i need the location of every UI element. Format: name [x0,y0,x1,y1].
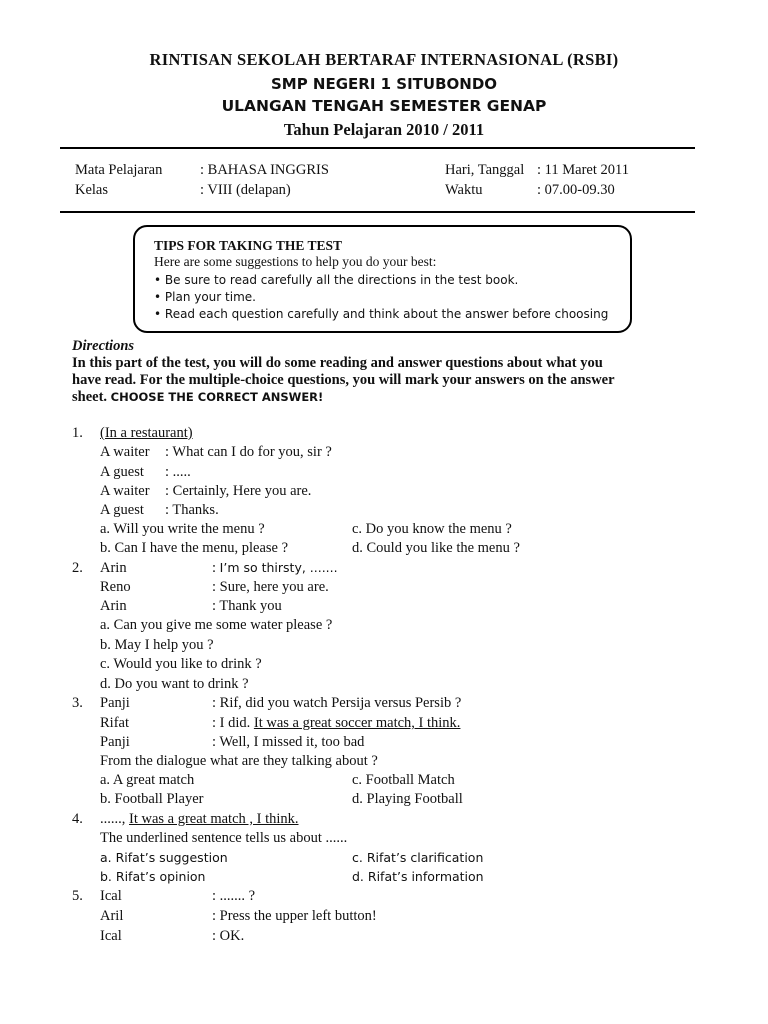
tips-title: TIPS FOR TAKING THE TEST [154,238,343,253]
speaker: Reno [100,579,131,595]
dialogue-line: : Thanks. [165,502,219,518]
option-d: d. Rifat’s information [352,869,484,884]
option-d: d. Do you want to drink ? [100,676,249,692]
dialogue-text: I’m so thirsty, ....... [219,560,338,575]
date-label: Hari, Tanggal [445,162,525,178]
tips-box [133,225,632,333]
dialogue-colon: : [212,560,217,576]
dialogue-line [212,715,460,731]
speaker: A guest [100,502,144,518]
speaker: Arin [100,598,127,614]
dialogue-line: : ....... ? [212,888,256,904]
speaker: Rifat [100,715,129,731]
speaker: Aril [100,908,124,924]
header-divider [60,147,695,149]
tips-intro: Here are some suggestions to help you do your best: [154,254,437,269]
underlined-sentence: It was a great match , I think. [129,811,299,827]
directions-line: In this part of the test, you will do some reading and answer questions about what you [72,355,603,371]
dialogue-line: : Press the upper left button! [212,908,377,924]
directions-line-start: sheet. [72,389,108,405]
question-number: 5. [72,888,83,904]
school-program-title: RINTISAN SEKOLAH BERTARAF INTERNASIONAL (RSBI) [149,50,619,69]
directions-line [72,389,323,405]
option-c: c. Rifat’s clarification [352,850,484,865]
option-c: c. Would you like to drink ? [100,656,262,672]
speaker: A waiter [100,483,150,499]
question-number: 3. [72,695,83,711]
option-b: b. Rifat’s opinion [100,869,206,884]
question-number: 4. [72,811,83,827]
dialogue-line: : Rif, did you watch Persija versus Persib ? [212,695,462,711]
dialogue-line: : Well, I missed it, too bad [212,734,365,750]
directions-line: have read. For the multiple-choice questions, you will mark your answers on the answer [72,372,615,388]
tips-item: • Be sure to read carefully all the directions in the test book. [154,273,519,287]
speaker: A guest [100,464,144,480]
option-c: c. Football Match [352,772,455,788]
speaker: Panji [100,695,130,711]
speaker: Arin [100,560,127,576]
dialogue-line: : Certainly, Here you are. [165,483,312,499]
class-label: Kelas [75,182,109,198]
option-c: c. Do you know the menu ? [352,521,512,537]
question-prompt: The underlined sentence tells us about ...... [100,830,348,846]
option-b: b. Can I have the menu, please ? [100,540,289,556]
class-value: : VIII (delapan) [200,182,291,198]
exam-title: ULANGAN TENGAH SEMESTER GENAP [221,97,547,115]
dialogue-text: : I did. [212,715,251,731]
speaker: Ical [100,928,122,944]
question-number: 1. [72,425,83,441]
option-d: d. Could you like the menu ? [352,540,520,556]
option-a: a. Will you write the menu ? [100,521,265,537]
option-a: a. Rifat’s suggestion [100,850,228,865]
time-label: Waktu [445,182,483,198]
dialogue-line [212,560,338,576]
directions-instruction: CHOOSE THE CORRECT ANSWER! [110,390,324,404]
option-b: b. May I help you ? [100,637,214,653]
dialogue-line: : Sure, here you are. [212,579,329,595]
option-a: a. A great match [100,772,195,788]
tips-item: • Plan your time. [154,290,256,304]
question-setting: (In a restaurant) [100,425,193,441]
directions-title: Directions [72,338,135,354]
dialogue-line: : OK. [212,928,245,944]
school-name: SMP NEGERI 1 SITUBONDO [270,75,498,93]
speaker: A waiter [100,444,150,460]
underlined-sentence: It was a great soccer match, I think. [253,715,461,731]
dialogue-line: : Thank you [212,598,282,614]
question-number: 2. [72,560,83,576]
subject-label: Mata Pelajaran [75,162,163,178]
blank: ......, [100,811,126,827]
subject-value: : BAHASA INGGRIS [200,162,329,178]
tips-item: • Read each question carefully and think about the answer before choosing [154,307,609,321]
time-value: : 07.00-09.30 [537,182,615,198]
question-prompt [100,811,299,827]
speaker: Panji [100,734,130,750]
dialogue-line: : What can I do for you, sir ? [165,444,332,460]
dialogue-line: : ..... [165,464,191,480]
question-prompt: From the dialogue what are they talking about ? [100,753,378,769]
date-value: : 11 Maret 2011 [537,162,629,178]
option-a: a. Can you give me some water please ? [100,617,333,633]
speaker: Ical [100,888,122,904]
academic-year: Tahun Pelajaran 2010 / 2011 [283,120,485,139]
option-d: d. Playing Football [352,791,463,807]
info-divider [60,211,695,213]
option-b: b. Football Player [100,791,204,807]
